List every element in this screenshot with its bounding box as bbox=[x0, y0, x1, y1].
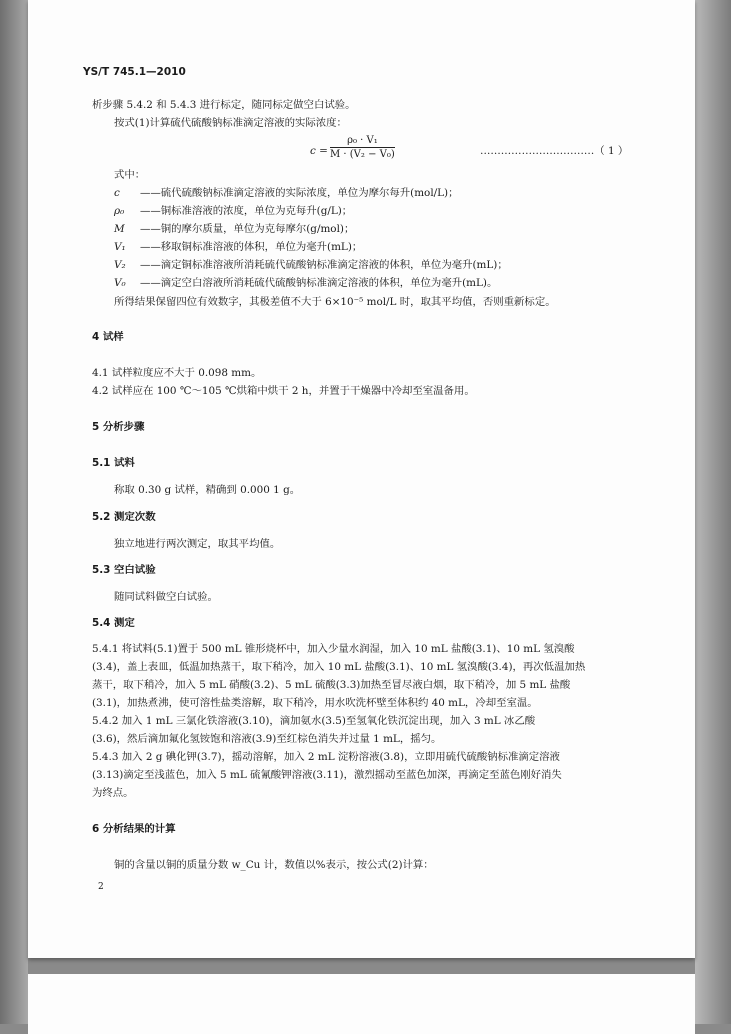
section-4-heading: 4 试样 bbox=[92, 331, 124, 343]
clause-5-4-3-line: (3.13)滴定至浅蓝色，加入 5 mL 硫氰酸钾溶液(3.11)，激烈摇动至蓝色加深，再滴定至蓝色刚好消失 bbox=[92, 769, 562, 781]
clause-5-3-text: 随同试料做空白试验。 bbox=[114, 591, 218, 603]
var-row: V₁ ——移取铜标准溶液的体积，单位为毫升(mL)； bbox=[114, 241, 363, 253]
intro-line-2: 按式(1)计算硫代硫酸钠标准滴定溶液的实际浓度： bbox=[114, 117, 347, 129]
formula1-lhs: c = bbox=[310, 145, 328, 157]
formula1-fraction bbox=[330, 135, 395, 160]
var-row: V₀ ——滴定空白溶液所消耗硫代硫酸钠标准滴定溶液的体积，单位为毫升(mL)。 bbox=[114, 277, 498, 289]
intro-line-1: 析步骤 5.4.2 和 5.4.3 进行标定，随同标定做空白试验。 bbox=[92, 99, 356, 111]
var-row: c ——硫代硫酸钠标准滴定溶液的实际浓度，单位为摩尔每升(mol/L)； bbox=[114, 187, 459, 199]
clause-5-1-title: 5.1 试料 bbox=[92, 457, 135, 469]
clause-5-4-2-line: (3.6)，然后滴加氟化氢铵饱和溶液(3.9)至红棕色消失并过量 1 mL，摇匀。 bbox=[92, 733, 442, 745]
clause-5-4-2-line: 5.4.2 加入 1 mL 三氯化铁溶液(3.10)，滴加氨水(3.5)至氢氧化铁沉淀出现，加入 3 mL 冰乙酸 bbox=[92, 715, 536, 727]
viewer-left-margin bbox=[0, 0, 28, 1024]
clause-5-3-title: 5.3 空白试验 bbox=[92, 564, 156, 576]
next-page-preview bbox=[28, 974, 695, 1034]
clause-5-4-1-line: (3.1)，加热煮沸，使可溶性盐类溶解，取下稍冷，用水吹洗杯壁至体积约 40 mL，冷却至室温。 bbox=[92, 697, 538, 709]
clause-4-2: 4.2 试样应在 100 ℃～105 ℃烘箱中烘干 2 h，并置于干燥器中冷却至室温备用。 bbox=[92, 385, 475, 397]
section-6-heading: 6 分析结果的计算 bbox=[92, 823, 176, 835]
page-number: 2 bbox=[98, 882, 104, 892]
clause-5-1-text: 称取 0.30 g 试样，精确到 0.000 1 g。 bbox=[114, 484, 301, 496]
clause-4-1: 4.1 试样粒度应不大于 0.098 mm。 bbox=[92, 367, 262, 379]
clause-5-4-1-line: (3.4)，盖上表皿，低温加热蒸干，取下稍冷，加入 10 mL 盐酸(3.1)、10 mL 氢溴酸(3.4)，再次低温加热 bbox=[92, 661, 586, 673]
clause-5-2-text: 独立地进行两次测定，取其平均值。 bbox=[114, 538, 281, 550]
clause-5-2-title: 5.2 测定次数 bbox=[92, 511, 156, 523]
clause-5-4-1-line: 蒸干，取下稍冷，加入 5 mL 硝酸(3.2)、5 mL 硫酸(3.3)加热至冒尽液白烟，取下稍冷，加 5 mL 盐酸 bbox=[92, 679, 571, 691]
clause-5-4-title: 5.4 测定 bbox=[92, 617, 135, 629]
clause-5-4-1-line: 5.4.1 将试料(5.1)置于 500 mL 锥形烧杯中，加入少量水润湿，加入 10 mL 盐酸(3.1)、10 mL 氢溴酸 bbox=[92, 643, 575, 655]
var-row: M ——铜的摩尔质量，单位为克每摩尔(g/mol)； bbox=[114, 223, 355, 235]
result-note: 所得结果保留四位有效数字，其极差值不大于 6×10⁻⁵ mol/L 时，取其平均值，否则重新标定。 bbox=[114, 296, 556, 308]
viewer-right-scroll-area[interactable] bbox=[695, 0, 731, 1024]
where-title: 式中： bbox=[114, 169, 146, 181]
clause-5-4-3-line: 5.4.3 加入 2 g 碘化钾(3.7)，摇动溶解，加入 2 mL 淀粉溶液(3.8)，立即用硫代硫酸钠标准滴定溶液 bbox=[92, 751, 560, 763]
standard-number: YS/T 745.1—2010 bbox=[83, 66, 186, 78]
clause-5-4-3-line: 为终点。 bbox=[92, 787, 134, 799]
formula1-number: ……………………………（ 1 ） bbox=[480, 145, 629, 157]
formula1-denominator: M · (V₂ − V₀) bbox=[330, 149, 395, 160]
formula1-numerator: ρ₀ · V₁ bbox=[330, 135, 395, 148]
var-row: ρ₀ ——铜标准溶液的浓度，单位为克每升(g/L)； bbox=[114, 205, 353, 217]
section-5-heading: 5 分析步骤 bbox=[92, 421, 145, 433]
document-page bbox=[28, 0, 695, 958]
section-6-text: 铜的含量以铜的质量分数 w_Cu 计，数值以%表示，按公式(2)计算： bbox=[114, 859, 434, 871]
var-row: V₂ ——滴定铜标准溶液所消耗硫代硫酸钠标准滴定溶液的体积，单位为毫升(mL)； bbox=[114, 259, 508, 271]
